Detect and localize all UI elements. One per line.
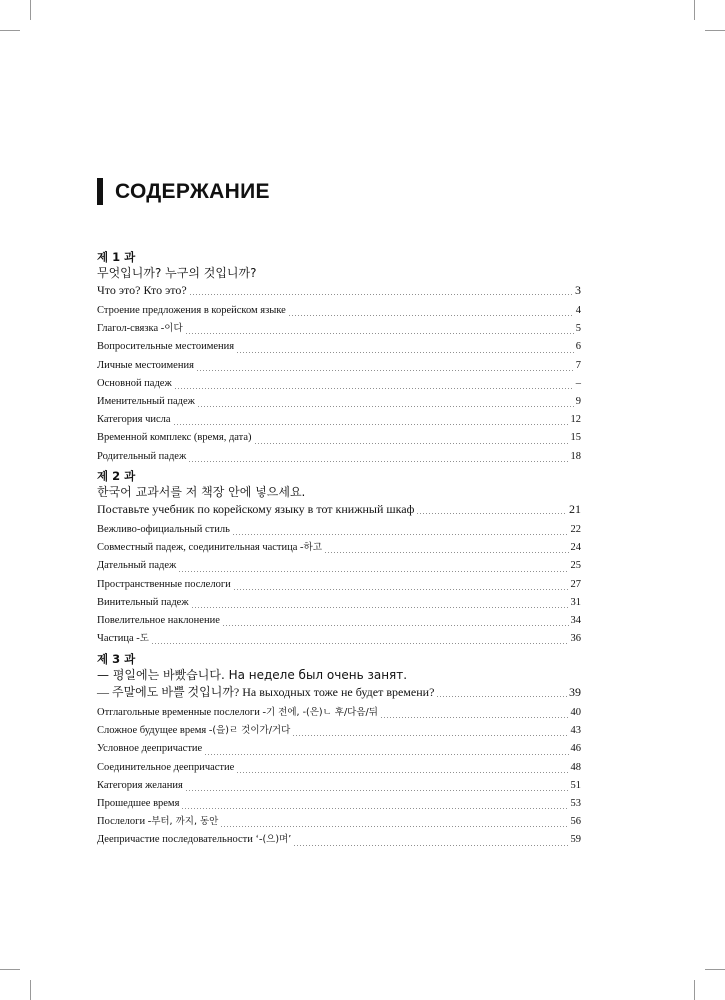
page-number: 48 <box>570 761 581 773</box>
toc-entry[interactable] <box>97 357 581 375</box>
entry-label <box>97 704 378 722</box>
dot-leader <box>233 589 569 590</box>
entry-text: Соединительное деепричастие <box>97 761 235 773</box>
dot-leader <box>416 513 567 514</box>
entry-text: Повелительное наклонение <box>97 614 220 626</box>
toc-entry[interactable] <box>97 557 581 575</box>
dot-leader <box>173 424 569 425</box>
page-number: 36 <box>570 633 581 645</box>
chapter-main-entry[interactable] <box>97 282 581 299</box>
page-number: 31 <box>570 596 581 608</box>
page-number: 46 <box>570 743 581 755</box>
entry-text: Вежливо-официальный стиль <box>97 524 230 535</box>
toc-entry[interactable] <box>97 539 581 557</box>
entry-korean-text: (을)ㄹ 것이가/거다 <box>212 725 291 737</box>
dot-leader <box>191 607 569 608</box>
page-number: 51 <box>570 779 581 791</box>
page-number: 39 <box>569 685 581 699</box>
page-number: 21 <box>569 502 581 516</box>
entries-list <box>97 521 581 648</box>
chapter-title: — 주말에도 바쁠 것입니까? На выходных тоже не будет времени? <box>97 685 435 699</box>
chapter-3 <box>97 651 581 850</box>
dot-leader <box>197 406 574 407</box>
entry-text: Послелоги - <box>97 816 152 828</box>
entry-text: Отглагольные временные послелоги - <box>97 707 266 718</box>
title-bar-decoration <box>97 178 103 205</box>
entry-label <box>97 612 220 630</box>
page-number: 59 <box>570 834 581 846</box>
toc-entry[interactable] <box>97 576 581 594</box>
page-number: 6 <box>575 341 581 353</box>
entry-label <box>97 831 291 849</box>
entry-text: Прошедшее время <box>97 797 180 809</box>
crop-mark <box>705 30 725 31</box>
page-number: 22 <box>570 524 581 535</box>
page-number: 9 <box>575 395 581 407</box>
entry-label <box>97 740 202 758</box>
entries-list <box>97 704 581 850</box>
toc-entry[interactable] <box>97 759 581 777</box>
dot-leader <box>222 625 569 626</box>
korean-title: — 평일에는 바빴습니다. На неделе был очень занят. <box>97 668 408 682</box>
entry-text: Сложное будущее время - <box>97 725 213 737</box>
chapter-main-entry[interactable] <box>97 684 581 701</box>
dot-leader <box>288 315 574 316</box>
page-number: 43 <box>570 725 581 737</box>
crop-mark <box>30 0 31 20</box>
crop-mark <box>694 0 695 20</box>
page-number: 40 <box>570 707 581 718</box>
entry-korean-text: 기 전에, -(은)ㄴ 후/다음/뒤 <box>265 707 378 718</box>
entry-label <box>97 557 176 575</box>
entry-text: Категория числа <box>97 414 171 426</box>
entry-text: Пространственные послелоги <box>97 578 231 590</box>
page-number: 3 <box>575 283 581 297</box>
entry-text: Частица - <box>97 633 140 645</box>
entry-label <box>97 539 322 557</box>
entry-text: Деепричастие последовательности ‘- <box>97 834 263 846</box>
toc-entry[interactable] <box>97 704 581 722</box>
entry-text: Временной комплекс (время, дата) <box>97 432 252 444</box>
dot-leader <box>178 571 568 572</box>
toc-entry[interactable] <box>97 740 581 758</box>
dot-leader <box>174 388 574 389</box>
page-number: 27 <box>570 578 581 590</box>
entry-label <box>97 630 149 648</box>
toc-entry[interactable] <box>97 795 581 813</box>
entry-text: Глагол-связка - <box>97 323 165 335</box>
toc-entry[interactable] <box>97 594 581 612</box>
entry-korean-text: 도 <box>139 633 149 645</box>
entry-label <box>97 759 234 777</box>
page-title-text: СОДЕРЖАНИЕ <box>115 179 270 203</box>
entry-label <box>97 411 171 429</box>
entry-text: Винительный падеж <box>97 596 189 608</box>
crop-mark <box>0 969 20 970</box>
page-number: 34 <box>570 614 581 626</box>
page-number: 56 <box>570 816 581 828</box>
entry-korean-text: 이다 <box>164 323 183 335</box>
chapter-main-entry[interactable] <box>97 501 581 518</box>
entry-korean-text: 하고 <box>303 542 322 554</box>
dot-leader <box>232 534 569 535</box>
entry-label <box>97 795 179 813</box>
dot-leader <box>189 294 573 295</box>
crop-mark <box>694 980 695 1000</box>
entry-text: Личные местоимения <box>97 359 194 371</box>
korean-title: 무엇입니까? 누구의 것입니까? <box>97 266 257 280</box>
toc-entry[interactable] <box>97 429 581 447</box>
entry-label <box>97 393 195 411</box>
chapter-title: Поставьте учебник по корейскому языку в тот книжный шкаф <box>97 502 415 516</box>
crop-mark <box>0 30 20 31</box>
lesson-number: 제 3 과 <box>97 652 136 666</box>
page-number: 53 <box>570 797 581 809</box>
crop-mark <box>705 969 725 970</box>
toc-entry[interactable] <box>97 302 581 320</box>
chapter-title: Что это? Кто это? <box>97 283 187 297</box>
entries-list <box>97 302 581 466</box>
dot-leader <box>292 735 568 736</box>
entry-text: Основной падеж <box>97 377 172 389</box>
page-title <box>97 178 270 205</box>
toc-entry[interactable] <box>97 813 581 831</box>
dot-leader <box>436 696 567 697</box>
entry-label <box>97 777 183 795</box>
dot-leader <box>185 333 574 334</box>
dot-leader <box>324 552 569 553</box>
entry-label <box>97 576 231 594</box>
chapter-2 <box>97 468 581 648</box>
toc-entry[interactable] <box>97 722 581 740</box>
page-number: 7 <box>575 359 581 371</box>
page-number: 15 <box>570 432 581 444</box>
dot-leader <box>204 754 568 755</box>
entry-label <box>97 375 172 393</box>
toc-entry[interactable] <box>97 411 581 429</box>
page-number: 25 <box>570 560 581 572</box>
toc-entry[interactable] <box>97 831 581 849</box>
entry-label <box>97 429 252 447</box>
entry-text: Условное деепричастие <box>97 743 203 755</box>
entry-label <box>97 320 183 338</box>
toc-entry[interactable] <box>97 777 581 795</box>
dot-leader <box>196 370 574 371</box>
dot-leader <box>380 717 569 718</box>
entry-text: Категория желания <box>97 779 183 791</box>
page-number: 12 <box>570 414 581 426</box>
dot-leader <box>181 808 568 809</box>
toc-entry[interactable] <box>97 393 581 411</box>
dot-leader <box>293 845 568 846</box>
crop-mark <box>30 980 31 1000</box>
entry-text: Строение предложения в корейском языке <box>97 305 286 316</box>
page-number: 5 <box>575 323 581 335</box>
entry-label <box>97 338 234 356</box>
dot-leader <box>188 461 568 462</box>
dot-leader <box>185 790 569 791</box>
lesson-number: 제 2 과 <box>97 469 136 483</box>
entry-label <box>97 722 290 740</box>
entry-label <box>97 521 230 539</box>
toc-entry[interactable] <box>97 320 581 338</box>
toc-entry[interactable] <box>97 375 581 393</box>
dot-leader <box>254 443 569 444</box>
entry-korean-text: 부터, 까지, 동안 <box>151 816 219 828</box>
page-number: 18 <box>570 450 581 462</box>
entry-text: Вопросительные местоимения <box>97 341 235 353</box>
toc-entry[interactable] <box>97 521 581 539</box>
toc-entry[interactable] <box>97 612 581 630</box>
korean-title: 한국어 교과서를 저 책장 안에 넣으세요. <box>97 485 306 499</box>
lesson-number: 제 1 과 <box>97 250 136 264</box>
entry-text: Именительный падеж <box>97 395 195 407</box>
entry-label <box>97 302 286 320</box>
chapter-1 <box>97 249 581 466</box>
entry-text: Родительный падеж <box>97 450 187 462</box>
entry-label <box>97 594 189 612</box>
dot-leader <box>220 826 568 827</box>
entry-korean-text: (으)며’ <box>262 834 292 846</box>
entry-label <box>97 357 194 375</box>
toc-entry[interactable] <box>97 338 581 356</box>
entry-text: Совместный падеж, соединительная частица - <box>97 542 304 554</box>
toc-entry[interactable] <box>97 630 581 648</box>
entry-text: Дательный падеж <box>97 560 177 572</box>
entry-label <box>97 813 218 831</box>
toc-entry[interactable] <box>97 448 581 466</box>
page-number: – <box>575 377 581 389</box>
dot-leader <box>236 352 574 353</box>
dot-leader <box>236 772 568 773</box>
page-number: 24 <box>570 542 581 554</box>
dot-leader <box>151 643 569 644</box>
entry-label <box>97 448 186 466</box>
page-number: 4 <box>575 305 581 316</box>
